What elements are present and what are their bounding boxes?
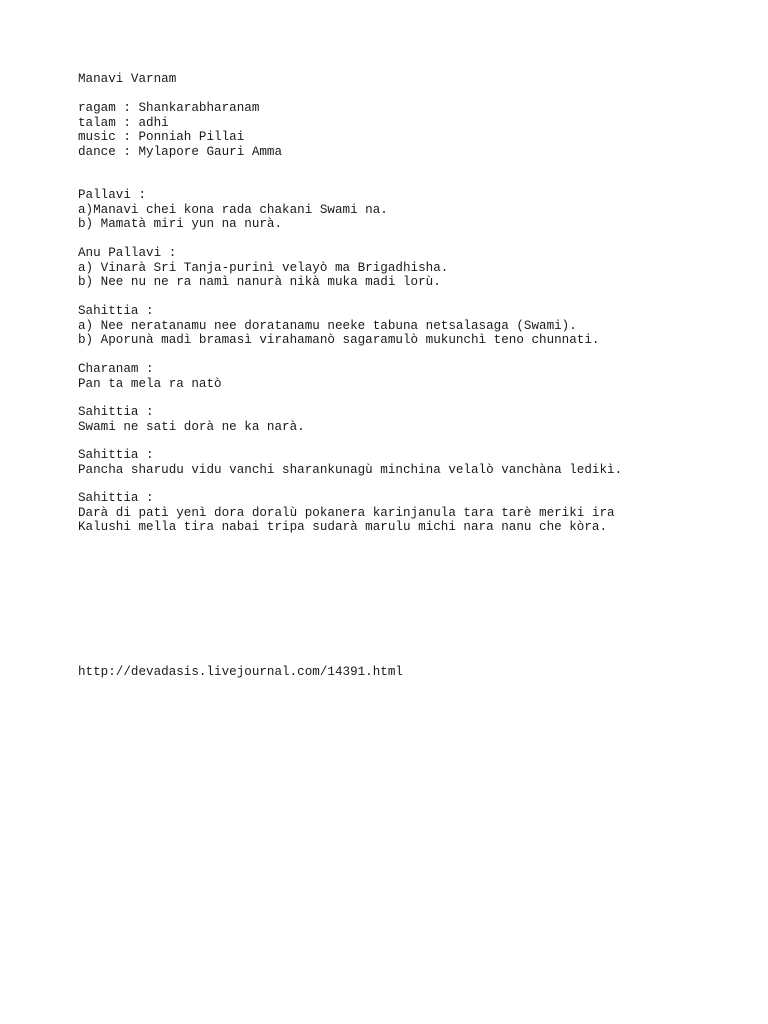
sahittia-heading: Sahittia : [78, 491, 154, 505]
sahittia-line: Pancha sharudu vidu vanchi sharankunagù minchina velalò vanchàna ledikì. [78, 463, 623, 477]
pallavi-line: a)Manavi chei kona rada chakani Swami na. [78, 203, 388, 217]
sahittia-line: Darà di patì yenì dora doralù pokanera karinjanula tara tarè meriki ira [78, 506, 615, 520]
ragam-line: ragam : Shankarabharanam [78, 101, 260, 115]
music-line: music : Ponniah Pillai [78, 130, 245, 144]
sahittia-heading: Sahittia : [78, 405, 154, 419]
sahittia-line: a) Nee neratanamu nee doratanamu neeke tabuna netsalasaga (Swami). [78, 319, 577, 333]
sahittia-line: Swami ne sati dorà ne ka narà. [78, 420, 305, 434]
charanam-heading: Charanam : [78, 362, 154, 376]
sahittia-line: Kalushi mella tira nabai tripa sudarà marulu michi nara nanu che kòra. [78, 520, 608, 534]
dance-line: dance : Mylapore Gauri Amma [78, 145, 283, 159]
sahittia-heading: Sahittia : [78, 304, 154, 318]
document-title: Manavi Varnam [78, 72, 177, 86]
talam-line: talam : adhi [78, 116, 169, 130]
sahittia-line: b) Aporunà madì bramasì virahamanò sagaramulò mukunchì teno chunnati. [78, 333, 600, 347]
sahittia-heading: Sahittia : [78, 448, 154, 462]
pallavi-heading: Pallavi : [78, 188, 147, 202]
charanam-line: Pan ta mela ra natò [78, 377, 222, 391]
source-url-link[interactable]: http://devadasis.livejournal.com/14391.html [78, 665, 403, 679]
anu-pallavi-heading: Anu Pallavi : [78, 246, 177, 260]
anu-pallavi-line: b) Nee nu ne ra namì nanurà nikà muka madi lorù. [78, 275, 441, 289]
pallavi-line: b) Mamatà miri yun na nurà. [78, 217, 283, 231]
anu-pallavi-line: a) Vinarà Sri Tanja-purinì velayò ma Brigadhisha. [78, 261, 449, 275]
